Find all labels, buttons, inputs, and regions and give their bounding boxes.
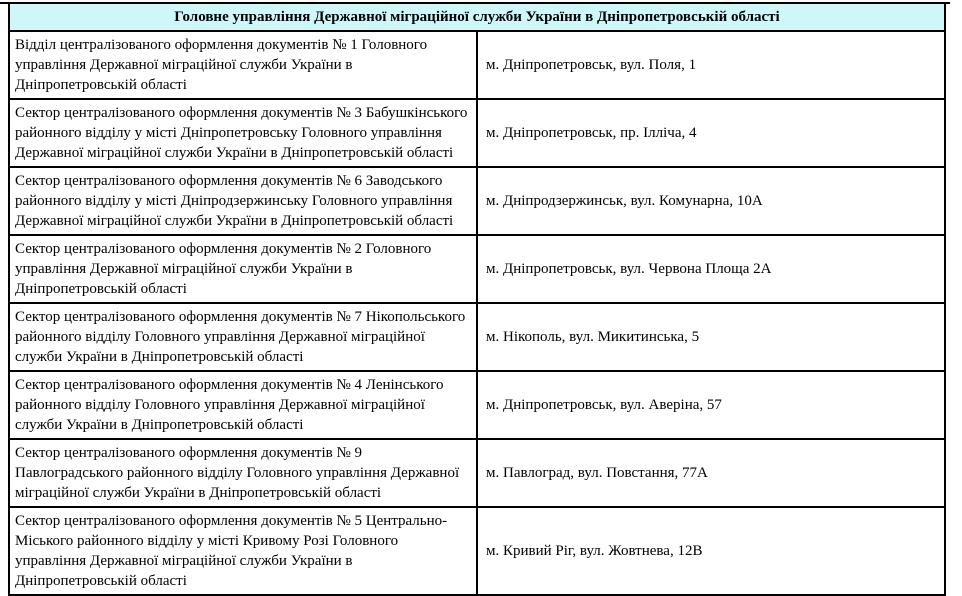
address-cell: м. Дніпропетровськ, вул. Червона Площа 2А — [477, 235, 945, 303]
department-cell: Сектор централізованого оформлення документів № 9 Павлоградського районного відділу Головного управління Державної міграційної служби України в Дніпропетровській області — [9, 439, 477, 507]
department-cell: Відділ централізованого оформлення документів № 1 Головного управління Державної міграційної служби України в Дніпропетровській області — [9, 31, 477, 99]
table-row — [9, 235, 945, 303]
table-body — [9, 31, 945, 595]
department-cell: Сектор централізованого оформлення документів № 4 Ленінського районного відділу Головного управління Державної міграційної служби України в Дніпропетровській області — [9, 371, 477, 439]
department-cell: Сектор централізованого оформлення документів № 6 Заводського районного відділу у місті Дніпродзержинську Головного управління Державної міграційної служби України в Дніпропетровській області — [9, 167, 477, 235]
migration-offices-table — [8, 2, 946, 596]
table-row — [9, 507, 945, 595]
table-row — [9, 371, 945, 439]
table-row — [9, 99, 945, 167]
table-row — [9, 31, 945, 99]
address-cell: м. Павлоград, вул. Повстання, 77А — [477, 439, 945, 507]
address-cell: м. Кривий Ріг, вул. Жовтнева, 12В — [477, 507, 945, 595]
table-row — [9, 439, 945, 507]
department-cell: Сектор централізованого оформлення документів № 7 Нікопольського районного відділу Головного управління Державної міграційної служби України в Дніпропетровській області — [9, 303, 477, 371]
address-cell: м. Дніпропетровськ, вул. Поля, 1 — [477, 31, 945, 99]
address-cell: м. Дніпродзержинськ, вул. Комунарна, 10А — [477, 167, 945, 235]
address-cell: м. Дніпропетровськ, пр. Ілліча, 4 — [477, 99, 945, 167]
address-cell: м. Дніпропетровськ, вул. Аверіна, 57 — [477, 371, 945, 439]
department-cell: Сектор централізованого оформлення документів № 5 Центрально-Міського районного відділу у місті Кривому Розі Головного управління Державної міграційної служби України в Дніпропетровській області — [9, 507, 477, 595]
table-row — [9, 303, 945, 371]
table-title: Головне управління Державної міграційної служби України в Дніпропетровській області — [9, 3, 945, 31]
department-cell: Сектор централізованого оформлення документів № 2 Головного управління Державної міграційної служби України в Дніпропетровській області — [9, 235, 477, 303]
table-head — [9, 3, 945, 31]
table-row — [9, 167, 945, 235]
address-cell: м. Нікополь, вул. Микитинська, 5 — [477, 303, 945, 371]
department-cell: Сектор централізованого оформлення документів № 3 Бабушкінського районного відділу у місті Дніпропетровську Головного управління Державної міграційної служби України в Дніпропетровській області — [9, 99, 477, 167]
table-header-row — [9, 3, 945, 31]
